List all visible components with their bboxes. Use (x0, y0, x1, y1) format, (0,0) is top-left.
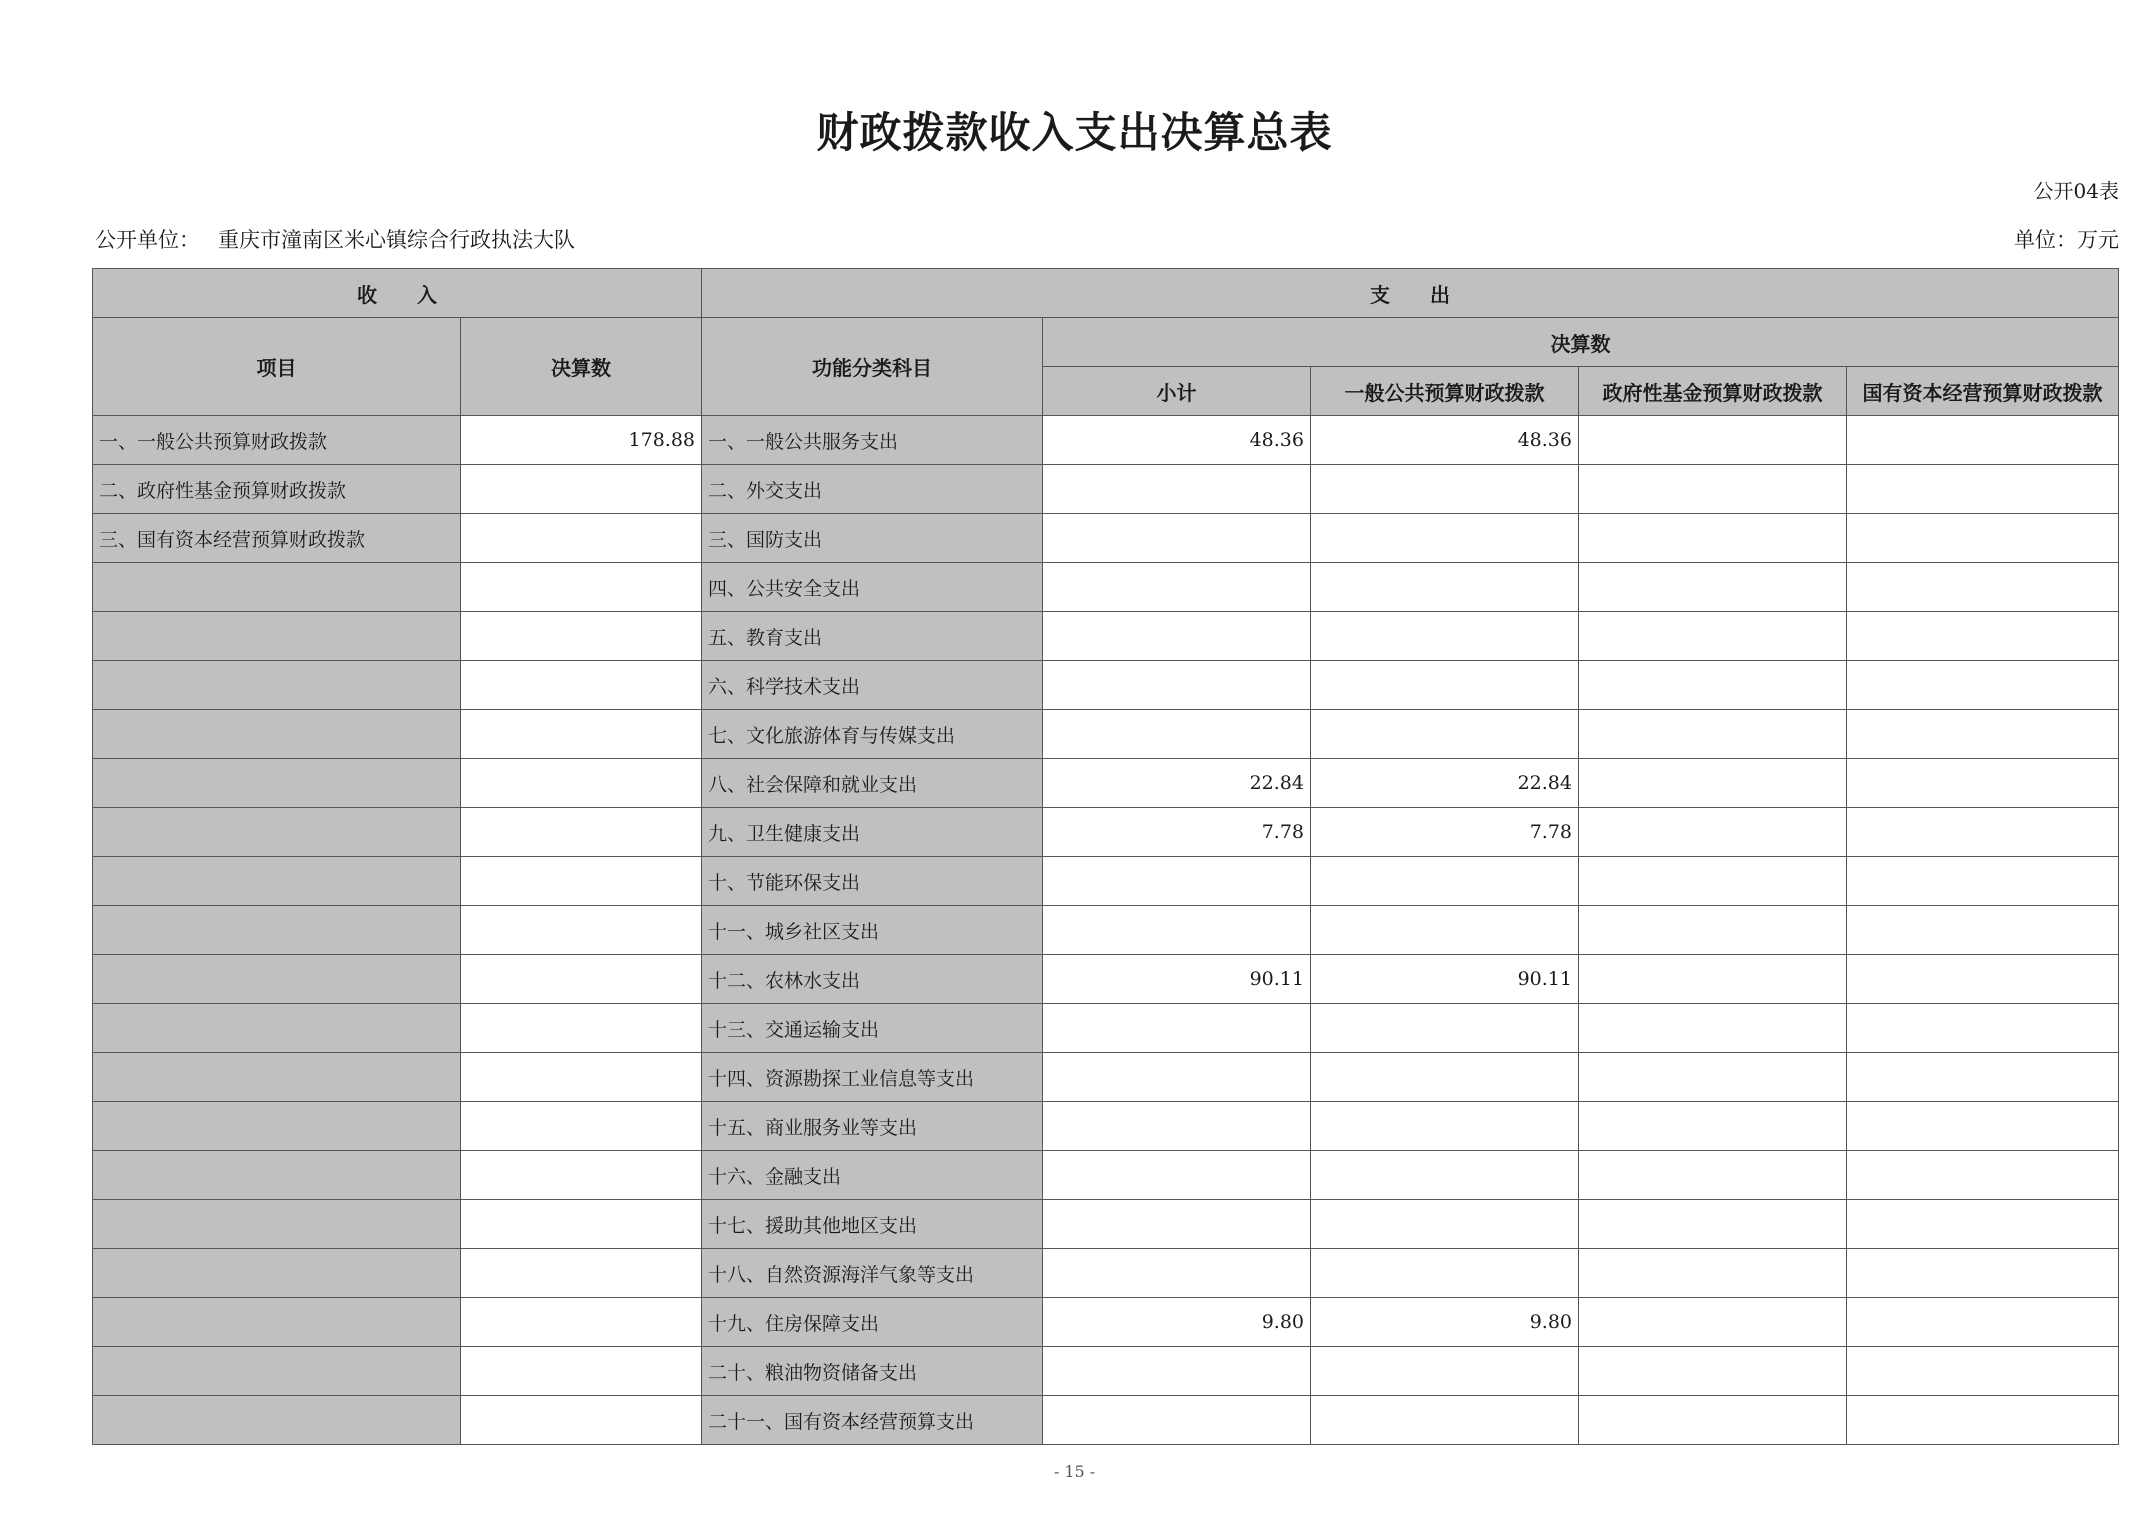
general-budget-cell (1311, 1151, 1579, 1200)
function-class-cell: 五、教育支出 (702, 612, 1043, 661)
function-class-cell: 二、外交支出 (702, 465, 1043, 514)
function-class-cell: 十、节能环保支出 (702, 857, 1043, 906)
income-amount-cell (461, 808, 702, 857)
gov-fund-cell (1579, 955, 1847, 1004)
general-budget-cell (1311, 1347, 1579, 1396)
function-class-cell: 七、文化旅游体育与传媒支出 (702, 710, 1043, 759)
general-budget-cell (1311, 1249, 1579, 1298)
page-title: 财政拨款收入支出决算总表 (816, 108, 1333, 157)
gov-fund-cell (1579, 1396, 1847, 1445)
state-capital-cell (1847, 1102, 2119, 1151)
income-item-cell (93, 1053, 461, 1102)
income-item-cell (93, 1004, 461, 1053)
gov-fund-cell (1579, 514, 1847, 563)
general-budget-cell (1311, 906, 1579, 955)
gov-fund-cell (1579, 1298, 1847, 1347)
state-capital-cell (1847, 1249, 2119, 1298)
subtotal-cell (1043, 514, 1311, 563)
income-item-cell: 一、一般公共预算财政拨款 (93, 416, 461, 465)
general-budget-cell (1311, 1102, 1579, 1151)
table-row (93, 808, 2119, 857)
gov-fund-cell (1579, 857, 1847, 906)
state-capital-cell (1847, 1347, 2119, 1396)
income-amount-cell (461, 1004, 702, 1053)
state-capital-cell (1847, 1151, 2119, 1200)
subtotal-cell (1043, 1102, 1311, 1151)
table-row (93, 1249, 2119, 1298)
table-row (93, 661, 2119, 710)
function-class-cell: 二十一、国有资本经营预算支出 (702, 1396, 1043, 1445)
income-amount-cell (461, 1200, 702, 1249)
subtotal-cell (1043, 1396, 1311, 1445)
gov-fund-cell (1579, 416, 1847, 465)
function-class-cell: 十四、资源勘探工业信息等支出 (702, 1053, 1043, 1102)
income-item-cell (93, 1298, 461, 1347)
income-amount-cell (461, 955, 702, 1004)
income-item-cell (93, 612, 461, 661)
subtotal-cell (1043, 857, 1311, 906)
table-row (93, 1200, 2119, 1249)
gov-fund-cell (1579, 1347, 1847, 1396)
table-row (93, 563, 2119, 612)
state-capital-cell (1847, 1200, 2119, 1249)
gov-fund-cell (1579, 710, 1847, 759)
income-amount-cell (461, 857, 702, 906)
table-row (93, 1102, 2119, 1151)
page-number: - 15 - (1053, 1462, 1096, 1481)
state-capital-cell (1847, 514, 2119, 563)
gov-fund-cell (1579, 465, 1847, 514)
gov-fund-cell (1579, 759, 1847, 808)
general-budget-cell (1311, 1396, 1579, 1445)
unit-label: 公开单位： (95, 228, 200, 252)
income-amount-cell (461, 1298, 702, 1347)
general-budget-cell (1311, 1200, 1579, 1249)
function-class-cell: 十一、城乡社区支出 (702, 906, 1043, 955)
income-item-cell: 二、政府性基金预算财政拨款 (93, 465, 461, 514)
function-class-cell: 十三、交通运输支出 (702, 1004, 1043, 1053)
income-item-cell (93, 906, 461, 955)
subtotal-cell (1043, 1151, 1311, 1200)
income-amount-cell (461, 906, 702, 955)
table-row (93, 612, 2119, 661)
state-capital-cell (1847, 661, 2119, 710)
function-class-cell: 一、一般公共服务支出 (702, 416, 1043, 465)
income-amount-cell (461, 710, 702, 759)
table-row (93, 1053, 2119, 1102)
income-amount-cell (461, 1151, 702, 1200)
table-row (93, 955, 2119, 1004)
table-row (93, 1347, 2119, 1396)
function-class-cell: 十六、金融支出 (702, 1151, 1043, 1200)
income-amount-cell (461, 465, 702, 514)
income-amount-cell (461, 514, 702, 563)
general-budget-cell: 90.11 (1311, 955, 1579, 1004)
function-class-cell: 六、科学技术支出 (702, 661, 1043, 710)
income-amount-cell (461, 1249, 702, 1298)
state-capital-cell (1847, 416, 2119, 465)
income-item-cell (93, 1200, 461, 1249)
income-amount-cell (461, 1102, 702, 1151)
state-capital-cell (1847, 1004, 2119, 1053)
gov-fund-cell (1579, 1102, 1847, 1151)
general-budget-cell (1311, 1004, 1579, 1053)
function-class-cell: 八、社会保障和就业支出 (702, 759, 1043, 808)
function-class-cell: 四、公共安全支出 (702, 563, 1043, 612)
income-item-cell (93, 661, 461, 710)
gov-fund-cell (1579, 808, 1847, 857)
fiscal-summary-table (92, 268, 2119, 1445)
gov-fund-column-header: 政府性基金预算财政拨款 (1579, 367, 1847, 416)
state-capital-cell (1847, 857, 2119, 906)
income-item-cell (93, 857, 461, 906)
state-capital-cell (1847, 465, 2119, 514)
general-budget-cell (1311, 612, 1579, 661)
expense-header: 支 出 (702, 269, 2119, 318)
subtotal-cell (1043, 661, 1311, 710)
table-row (93, 759, 2119, 808)
subtotal-cell (1043, 1347, 1311, 1396)
state-capital-cell (1847, 1396, 2119, 1445)
gov-fund-cell (1579, 661, 1847, 710)
table-row (93, 416, 2119, 465)
table-row (93, 857, 2119, 906)
subtotal-cell (1043, 710, 1311, 759)
function-class-cell: 九、卫生健康支出 (702, 808, 1043, 857)
function-class-cell: 十八、自然资源海洋气象等支出 (702, 1249, 1043, 1298)
general-budget-cell (1311, 710, 1579, 759)
subtotal-cell: 22.84 (1043, 759, 1311, 808)
income-amount-cell (461, 1396, 702, 1445)
table-row (93, 710, 2119, 759)
general-budget-cell (1311, 1053, 1579, 1102)
income-amount-cell (461, 1053, 702, 1102)
general-budget-cell (1311, 465, 1579, 514)
general-budget-cell (1311, 857, 1579, 906)
state-capital-cell (1847, 1053, 2119, 1102)
state-capital-cell (1847, 612, 2119, 661)
table-row (93, 1396, 2119, 1445)
table-body (93, 416, 2119, 1445)
function-class-cell: 十九、住房保障支出 (702, 1298, 1043, 1347)
income-item-cell (93, 808, 461, 857)
reporting-unit (95, 224, 575, 254)
income-item-cell (93, 1102, 461, 1151)
gov-fund-cell (1579, 563, 1847, 612)
income-item-cell (93, 759, 461, 808)
income-amount-column-header: 决算数 (461, 318, 702, 416)
income-item-cell (93, 710, 461, 759)
function-class-cell: 三、国防支出 (702, 514, 1043, 563)
gov-fund-cell (1579, 1200, 1847, 1249)
income-item-cell (93, 1347, 461, 1396)
function-class-cell: 二十、粮油物资储备支出 (702, 1347, 1043, 1396)
unit-name: 重庆市潼南区米心镇综合行政执法大队 (218, 228, 575, 252)
general-budget-cell (1311, 661, 1579, 710)
form-code: 公开04表 (2033, 179, 2119, 203)
function-class-cell: 十二、农林水支出 (702, 955, 1043, 1004)
gov-fund-cell (1579, 612, 1847, 661)
income-item-cell (93, 955, 461, 1004)
subtotal-cell (1043, 1004, 1311, 1053)
income-item-cell (93, 1396, 461, 1445)
subtotal-cell: 7.78 (1043, 808, 1311, 857)
income-amount-cell (461, 661, 702, 710)
table-row (93, 514, 2119, 563)
state-capital-cell (1847, 955, 2119, 1004)
income-header: 收 入 (93, 269, 702, 318)
income-amount-cell: 178.88 (461, 416, 702, 465)
function-class-cell: 十五、商业服务业等支出 (702, 1102, 1043, 1151)
table-row (93, 1151, 2119, 1200)
subtotal-cell (1043, 465, 1311, 514)
state-capital-cell (1847, 563, 2119, 612)
income-amount-cell (461, 563, 702, 612)
subtotal-cell (1043, 1200, 1311, 1249)
function-class-cell: 十七、援助其他地区支出 (702, 1200, 1043, 1249)
general-budget-cell (1311, 563, 1579, 612)
table-row (93, 1298, 2119, 1347)
income-item-cell (93, 563, 461, 612)
general-budget-cell: 9.80 (1311, 1298, 1579, 1347)
subtotal-cell (1043, 612, 1311, 661)
income-item-cell: 三、国有资本经营预算财政拨款 (93, 514, 461, 563)
subtotal-cell (1043, 1249, 1311, 1298)
income-item-cell (93, 1151, 461, 1200)
item-column-header: 项目 (93, 318, 461, 416)
income-amount-cell (461, 759, 702, 808)
gov-fund-cell (1579, 1004, 1847, 1053)
gov-fund-cell (1579, 1151, 1847, 1200)
gov-fund-cell (1579, 906, 1847, 955)
general-budget-cell: 22.84 (1311, 759, 1579, 808)
subtotal-cell: 48.36 (1043, 416, 1311, 465)
income-item-cell (93, 1249, 461, 1298)
state-capital-cell (1847, 759, 2119, 808)
general-budget-cell: 7.78 (1311, 808, 1579, 857)
subtotal-cell (1043, 906, 1311, 955)
subtotal-cell (1043, 563, 1311, 612)
state-capital-cell (1847, 906, 2119, 955)
state-capital-cell (1847, 808, 2119, 857)
table-row (93, 906, 2119, 955)
final-amount-header: 决算数 (1043, 318, 2119, 367)
general-budget-column-header: 一般公共预算财政拨款 (1311, 367, 1579, 416)
state-capital-column-header: 国有资本经营预算财政拨款 (1847, 367, 2119, 416)
income-amount-cell (461, 612, 702, 661)
gov-fund-cell (1579, 1053, 1847, 1102)
table-row (93, 465, 2119, 514)
general-budget-cell (1311, 514, 1579, 563)
currency-unit: 单位：万元 (2014, 228, 2119, 252)
subtotal-cell (1043, 1053, 1311, 1102)
state-capital-cell (1847, 710, 2119, 759)
general-budget-cell: 48.36 (1311, 416, 1579, 465)
table-row (93, 1004, 2119, 1053)
income-amount-cell (461, 1347, 702, 1396)
gov-fund-cell (1579, 1249, 1847, 1298)
state-capital-cell (1847, 1298, 2119, 1347)
subtotal-cell: 9.80 (1043, 1298, 1311, 1347)
subtotal-column-header: 小计 (1043, 367, 1311, 416)
subtotal-cell: 90.11 (1043, 955, 1311, 1004)
function-class-column-header: 功能分类科目 (702, 318, 1043, 416)
